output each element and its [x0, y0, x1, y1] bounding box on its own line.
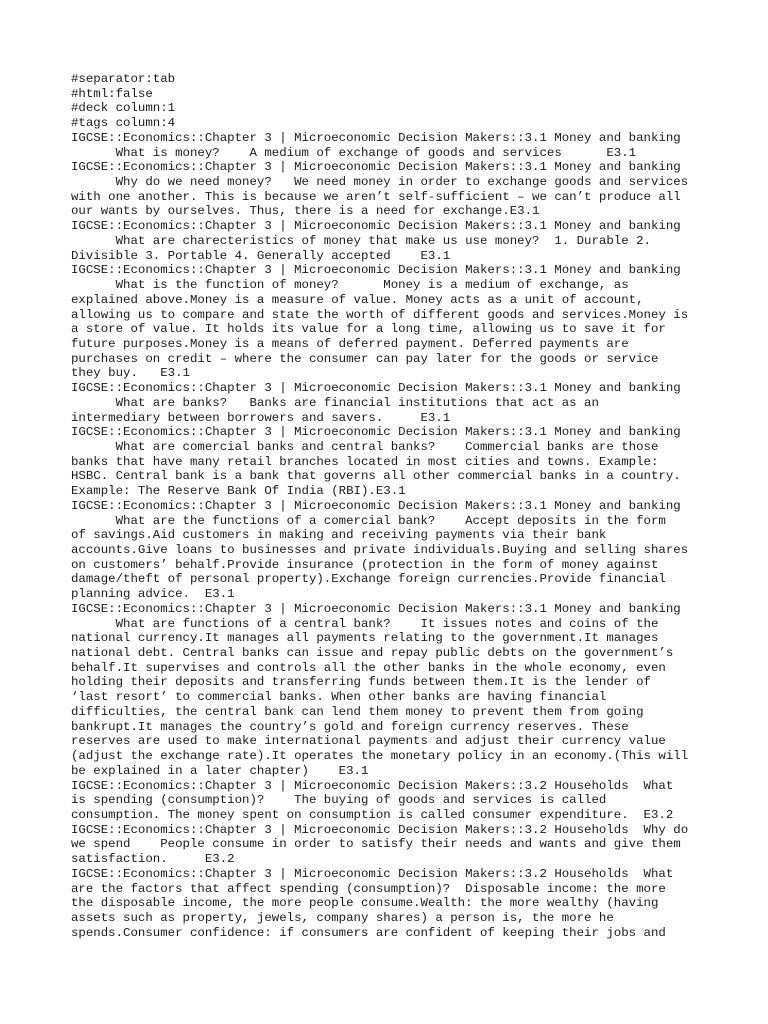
text-line: behalf.It supervises and controls all the other banks in the whole economy, even: [71, 660, 666, 675]
text-line: Example: The Reserve Bank Of India (RBI).E3.1: [71, 484, 406, 499]
text-line: damage/theft of personal property).Exchange foreign currencies.Provide financial: [71, 572, 666, 587]
text-line: HSBC. Central bank is a bank that governs all other commercial banks in a country.: [71, 469, 681, 484]
text-line: allowing us to compare and state the worth of different goods and services.Money is: [71, 307, 689, 322]
text-line: What are charecteristics of money that make us use money? 1. Durable 2.: [71, 233, 651, 248]
text-line: be explained in a later chapter) E3.1: [71, 763, 369, 778]
text-line: #html:false: [71, 86, 153, 101]
text-line: What is money? A medium of exchange of goods and services E3.1: [71, 145, 637, 160]
text-line: IGCSE::Economics::Chapter 3 | Microeconomic Decision Makers::3.1 Money and banking: [71, 219, 681, 234]
text-line: banks that have many retail branches located in most cities and towns. Example:: [71, 454, 659, 469]
text-line: (adjust the exchange rate).It operates the monetary policy in an economy.(This will: [71, 749, 689, 764]
text-line: IGCSE::Economics::Chapter 3 | Microeconomic Decision Makers::3.2 Households Why do: [71, 822, 689, 837]
text-line: explained above.Money is a measure of value. Money acts as a unit of account,: [71, 292, 644, 307]
text-line: What are banks? Banks are financial institutions that act as an: [71, 395, 599, 410]
text-line: future purposes.Money is a means of deferred payment. Deferred payments are: [71, 336, 629, 351]
text-line: are the factors that affect spending (consumption)? Disposable income: the more: [71, 881, 666, 896]
text-line: bankrupt.It manages the country’s gold and foreign currency reserves. These: [71, 719, 629, 734]
text-line: on customers’ behalf.Provide insurance (protection in the form of money against: [71, 557, 659, 572]
text-line: satisfaction. E3.2: [71, 852, 235, 867]
text-line: IGCSE::Economics::Chapter 3 | Microeconomic Decision Makers::3.1 Money and banking: [71, 381, 681, 396]
text-line: IGCSE::Economics::Chapter 3 | Microeconomic Decision Makers::3.1 Money and banking: [71, 498, 681, 513]
document-text: [71, 72, 701, 940]
text-line: we spend People consume in order to satisfy their needs and wants and give them: [71, 837, 681, 852]
text-line: national currency.It manages all payments relating to the government.It manages: [71, 631, 659, 646]
text-line: holding their deposits and transferring funds between them.It is the lender of: [71, 675, 651, 690]
text-line: reserves are used to make international payments and adjust their currency value: [71, 734, 666, 749]
text-line: the disposable income, the more people consume.Wealth: the more wealthy (having: [71, 896, 659, 911]
text-line: is spending (consumption)? The buying of goods and services is called: [71, 793, 607, 808]
text-line: IGCSE::Economics::Chapter 3 | Microeconomic Decision Makers::3.1 Money and banking: [71, 130, 681, 145]
text-line: a store of value. It holds its value for a long time, allowing us to save it for: [71, 322, 666, 337]
text-line: What are functions of a central bank? It issues notes and coins of the: [71, 616, 659, 631]
text-line: purchases on credit – where the consumer can pay later for the goods or service: [71, 351, 659, 366]
text-line: IGCSE::Economics::Chapter 3 | Microeconomic Decision Makers::3.1 Money and banking: [71, 601, 681, 616]
text-line: #deck column:1: [71, 101, 176, 116]
text-line: Divisible 3. Portable 4. Generally accepted E3.1: [71, 248, 451, 263]
text-line: #tags column:4: [71, 116, 176, 131]
text-line: IGCSE::Economics::Chapter 3 | Microeconomic Decision Makers::3.1 Money and banking: [71, 160, 681, 175]
text-line: What is the function of money? Money is a medium of exchange, as: [71, 278, 629, 293]
text-line: What are comercial banks and central banks? Commercial banks are those: [71, 439, 659, 454]
text-line: intermediary between borrowers and savers. E3.1: [71, 410, 451, 425]
text-line: assets such as property, jewels, company shares) a person is, the more he: [71, 910, 614, 925]
text-line: accounts.Give loans to businesses and private individuals.Buying and selling shares: [71, 543, 689, 557]
text-line: national debt. Central banks can issue and repay public debts on the government’s: [71, 646, 674, 661]
text-line: planning advice. E3.1: [71, 587, 235, 602]
text-line: difficulties, the central bank can lend them money to prevent them from going: [71, 704, 644, 719]
text-line: IGCSE::Economics::Chapter 3 | Microeconomic Decision Makers::3.1 Money and banking: [71, 263, 681, 278]
text-line: IGCSE::Economics::Chapter 3 | Microeconomic Decision Makers::3.2 Households What: [71, 866, 674, 881]
text-line: with one another. This is because we aren’t self-sufficient – we can’t produce all: [71, 189, 681, 204]
text-line: ‘last resort’ to commercial banks. When other banks are having financial: [71, 690, 607, 705]
text-line: What are the functions of a comercial bank? Accept deposits in the form: [71, 513, 666, 528]
text-line: IGCSE::Economics::Chapter 3 | Microeconomic Decision Makers::3.2 Households What: [71, 778, 674, 793]
text-line: they buy. E3.1: [71, 366, 190, 381]
text-line: of savings.Aid customers in making and receiving payments via their bank: [71, 528, 607, 543]
text-line: spends.Consumer confidence: if consumers are confident of keeping their jobs and: [71, 925, 666, 940]
text-line: Why do we need money? We need money in order to exchange goods and services: [71, 175, 689, 190]
text-line: our wants by ourselves. Thus, there is a need for exchange.E3.1: [71, 204, 540, 219]
text-line: IGCSE::Economics::Chapter 3 | Microeconomic Decision Makers::3.1 Money and banking: [71, 425, 681, 440]
text-line: consumption. The money spent on consumption is called consumer expenditure. E3.2: [71, 807, 674, 822]
text-line: #separator:tab: [71, 72, 176, 86]
